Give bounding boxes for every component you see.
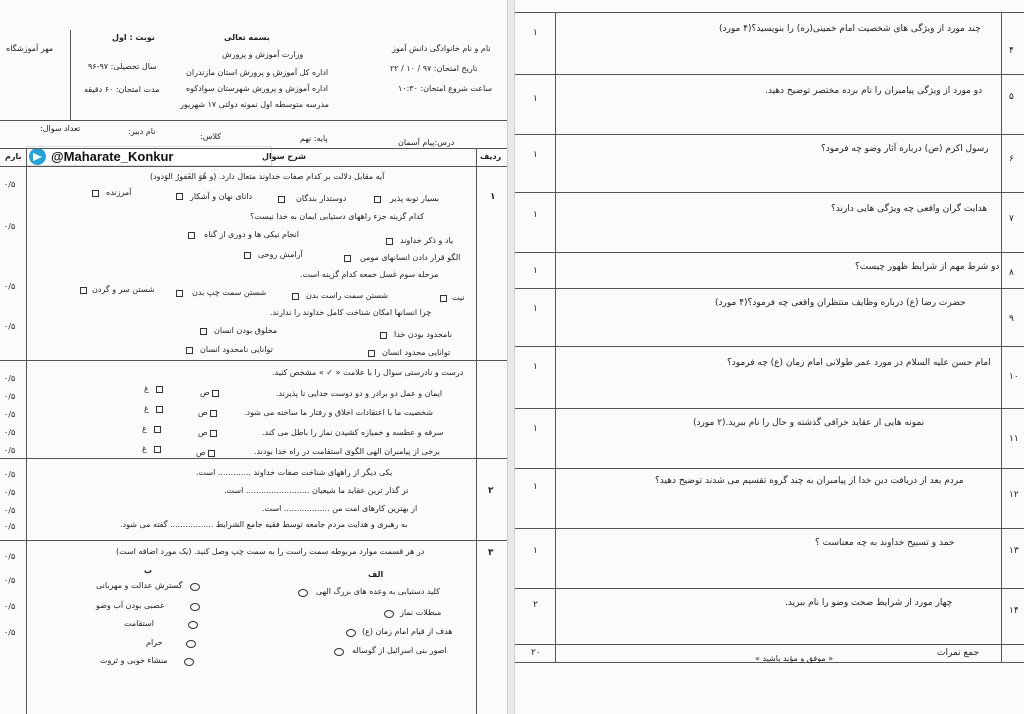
question-number: ۱۰ [1009,372,1019,382]
exam-page-left [0,0,508,714]
q4-a-connector[interactable] [298,589,308,597]
row-divider [515,12,1024,13]
true-label: ص [198,408,208,417]
row-divider [515,252,1024,253]
q4-a-connector[interactable] [384,610,394,618]
question-number: ۱۴ [1009,606,1019,616]
q2-intro: درست و نادرستی سوال را با علامت « ✓ » مشخص کنید. [272,368,464,377]
true-checkbox[interactable] [210,410,217,417]
q2-score: ۰/۵ [4,410,16,419]
score-header: بارم [5,152,22,161]
q4-b-item: منشاء خوبی و ثروت [100,656,168,665]
false-label: غ [142,424,147,433]
q1-checkbox[interactable] [200,328,207,335]
q3-score: ۰/۵ [4,470,16,479]
question-number: ۹ [1009,314,1014,324]
true-label: ص [200,388,210,397]
q2-item: شخصیت ما با اعتقادات اخلاق و رفتار ما ساخته می شود. [244,408,433,417]
row-header: ردیف [480,152,502,161]
q4-a-connector[interactable] [334,648,344,656]
q1-option: آمرزنده [106,188,132,197]
q1-checkbox[interactable] [344,255,351,262]
question-score: ۱ [533,28,538,38]
q4-score: ۰/۵ [4,628,16,637]
ministry: وزارت آموزش و پرورش [222,50,304,59]
question-text: امام حسن علیه السلام در مورد عمر طولانی امام زمان (ع) چه فرمود؟ [727,358,991,368]
q1-checkbox[interactable] [374,196,381,203]
question-text: حضرت رضا (ع) درباره وظایف منتظران واقعی چه فرمود؟(۴ مورد) [715,298,966,308]
telegram-icon [29,148,46,165]
q3-line: از بهترین کارهای امت من .................. است. [262,504,418,513]
q4-b-connector[interactable] [190,603,200,611]
total-score: ۲۰ [531,648,541,658]
q4-intro: در هر قسمت موارد مربوطه سمت راست را به سمت چپ وصل کنید. (یک مورد اضافه است) [116,547,425,556]
q4-b-connector[interactable] [188,621,198,629]
question-number: ۵ [1009,92,1014,102]
score-column-line [26,148,27,714]
question-score: ۱ [533,424,538,434]
q2-score: ۰/۵ [4,446,16,455]
q2-score: ۰/۵ [4,374,16,383]
q4-score: ۰/۵ [4,602,16,611]
q1-option: دوستدار بندگان [296,194,347,203]
seal-divider [70,30,71,120]
question-score: ۱ [533,150,538,160]
question-text: چهار مورد از شرایط صحت وضو را نام ببرید. [785,598,953,608]
q4-number: ۳ [488,548,494,558]
q1-option: بسیار توبه پذیر [390,194,440,203]
question-number: ۷ [1009,214,1014,224]
exam-date: تاریخ امتحان: ۹۷ / ۱۰ / ۲۲ [390,64,478,73]
false-checkbox[interactable] [154,426,161,433]
question-score: ۱ [533,546,538,556]
q4-b-item: غصبی بودن آب وضو [96,601,165,610]
q1-checkbox[interactable] [386,238,393,245]
question-score: ۲ [533,600,538,610]
col-a-title: الف [368,570,384,579]
county: اداره آموزش و پرورش شهرستان سوادکوه [186,84,329,93]
q1-number: ۱ [490,192,496,202]
question-score: ۱ [533,94,538,104]
q1-checkbox[interactable] [186,347,193,354]
row-column-line [1001,12,1002,662]
q3-score: ۰/۵ [4,506,16,515]
q1-option: توانایی نامحدود انسان [200,345,273,354]
false-label: غ [144,404,149,413]
row-divider [0,360,508,361]
question-text: چند مورد از ویژگی های شخصیت امام خمینی(ره) را بنویسید؟(۴ مورد) [719,24,981,34]
table-top-line [0,148,508,149]
total-label: جمع نمرات [937,648,980,658]
table-head-line [0,166,508,167]
q3-line: تر گذار ترین عقاید ما شیعیان ......................... است. [224,486,409,495]
seal-label: مهر آموزشگاه [6,44,54,53]
header-divider [0,120,508,121]
q1-score: ۰/۵ [4,180,16,189]
q4-b-item: استقامت [124,619,154,628]
false-checkbox[interactable] [156,406,163,413]
q4-a-item: کلید دستیابی به وعده های بزرگ الهی [316,587,440,596]
q1-checkbox[interactable] [380,332,387,339]
q2-item: سرفه و عطسه و خمیازه کشیدن نماز را باطل می کند. [262,428,444,437]
q1-checkbox[interactable] [176,193,183,200]
row-divider [515,134,1024,135]
description-header: شرح سوال [262,152,306,161]
telegram-handle: @Maharate_Konkur [51,149,174,164]
true-checkbox[interactable] [208,450,215,457]
q2-item: ایمان و عمل دو برادر و دو دوست جدایی نا پذیرند. [276,389,443,398]
start-time: ساعت شروع امتحان: ۱۰:۳۰ [398,84,493,93]
telegram-banner [26,146,272,166]
q1-checkbox[interactable] [292,293,299,300]
col-b-title: ب [144,566,153,575]
q3-score: ۰/۵ [4,488,16,497]
false-checkbox[interactable] [154,446,161,453]
q2-score: ۰/۵ [4,392,16,401]
q1-checkbox[interactable] [176,290,183,297]
footer-wish: « موفق و مؤید باشید » [755,654,834,663]
q1-score: ۰/۵ [4,222,16,231]
q4-a-item: مبطلات نماز [400,608,442,617]
q1-line: کدام گزینه جزء راههای دستیابی ایمان به خدا نیست؟ [250,212,425,221]
question-score: ۱ [533,266,538,276]
row-divider [515,192,1024,193]
question-text: هدایت گران واقعی چه ویژگی هایی دارند؟ [831,204,988,214]
q1-checkbox[interactable] [92,190,99,197]
q3-line: به رهبری و هدایت مردم جامعه توسط فقیه جامع الشرایط ................. گفته می شود. [120,520,408,529]
q1-checkbox[interactable] [278,196,285,203]
row-divider [515,644,1024,645]
row-divider [515,408,1024,409]
false-checkbox[interactable] [156,386,163,393]
score-column-line [555,12,556,662]
question-score: ۱ [533,362,538,372]
bismillah: بسمه تعالی [224,33,270,42]
q4-b-item: گسترش عدالت و مهربانی [96,581,183,590]
question-score: ۱ [533,482,538,492]
class-label: کلاس: [200,132,222,141]
exam-page-right [514,0,1024,714]
false-label: غ [142,444,147,453]
q1-option: مخلوق بودن انسان [214,326,278,335]
q4-a-item: اصور بنی اسرائیل از گوساله [352,646,447,655]
q1-option: الگو قرار دادن انسانهای مومن [360,253,461,262]
province: اداره کل آموزش و پرورش استان مازندران [186,68,329,77]
row-divider [515,468,1024,469]
question-number: ۶ [1009,154,1014,164]
q1-option: یاد و ذکر خداوند [400,236,454,245]
q1-option: شستن سمت چپ بدن [192,288,267,297]
row-column-line [476,148,477,714]
question-text: حمد و تسبیح خداوند به چه معناست ؟ [815,538,955,548]
true-checkbox[interactable] [210,430,217,437]
question-text: دو شرط مهم از شرایط ظهور چیست؟ [855,262,1000,272]
question-count-label: تعداد سوال: [40,124,81,133]
false-label: غ [144,384,149,393]
q1-option: شستن سمت راست بدن [306,291,389,300]
q1-checkbox[interactable] [80,287,87,294]
question-text: مردم بعد از دریافت دین خدا از پیامبران به چند گروه تقسیم می شدند توضیح دهید؟ [655,476,964,486]
q1-option: آرامش روحی [258,250,303,259]
q1-checkbox[interactable] [440,295,447,302]
true-label: ص [198,428,208,437]
q1-score: ۰/۵ [4,282,16,291]
row-divider [0,540,508,541]
school-year: سال تحصیلی: ۹۷-۹۶ [88,62,157,71]
q1-checkbox[interactable] [368,350,375,357]
q1-score: ۰/۵ [4,322,16,331]
student-name-label: نام و نام خانوادگی دانش آموز [392,44,491,53]
school-name: مدرسه متوسطه اول نمونه دولتی ۱۷ شهریور [180,100,329,109]
exam-turn: نوبت : اول [112,33,155,42]
q4-a-connector[interactable] [346,629,356,637]
question-text: رسول اکرم (ص) درباره آثار وضو چه فرمود؟ [821,144,989,154]
q1-line: آیه مقابل دلالت بر کدام صفات خداوند متعال دارد. (و هُوَ الغَفورُ الوَدود) [150,172,385,181]
q1-option: توانایی محدود انسان [382,348,451,357]
true-label: ص [196,448,206,457]
teacher-label: نام دبیر: [128,127,156,136]
row-divider [515,528,1024,529]
q1-checkbox[interactable] [244,252,251,259]
q1-line: مرحله سوم غسل جمعه کدام گزینه است. [300,270,439,279]
q1-option: نامحدود بودن خدا [394,330,452,339]
q1-option: انجام نیکی ها و دوری از گناه [204,230,299,239]
question-number: ۴ [1009,46,1014,56]
row-divider [515,588,1024,589]
q4-score: ۰/۵ [4,552,16,561]
q3-line: یکی دیگر از راههای شناخت صفات خداوند ............. است. [196,468,393,477]
q4-b-connector[interactable] [190,583,200,591]
question-score: ۱ [533,304,538,314]
question-text: دو مورد از ویژگی پیامبران را نام برده مختصر توضیح دهید. [765,86,983,96]
q4-b-connector[interactable] [184,658,194,666]
question-text: نمونه هایی از عقاید خرافی گذشته و حال را نام ببرید.(۲ مورد) [693,418,925,428]
grade-label: پایه: نهم [300,134,328,143]
subject-label: درس:پیام آسمان [398,138,455,147]
question-number: ۱۳ [1009,546,1019,556]
q2-item: برخی از پیامبران الهی الگوی استقامت در راه خدا بودند. [254,447,440,456]
q1-line: چرا انسانها امکان شناخت کامل خداوند را ندارند. [270,308,432,317]
q1-option: دانای نهان و آشکار [190,192,253,201]
true-checkbox[interactable] [212,390,219,397]
q2-score: ۰/۵ [4,428,16,437]
q1-option: شستن سر و گردن [92,285,155,294]
question-number: ۸ [1009,268,1014,278]
row-divider [515,74,1024,75]
q4-a-item: هدف از قیام امام زمان (ع) [362,627,453,636]
row-divider [515,346,1024,347]
question-number: ۱۱ [1009,434,1019,444]
q4-b-connector[interactable] [186,640,196,648]
q4-score: ۰/۵ [4,576,16,585]
q1-checkbox[interactable] [188,232,195,239]
question-score: ۱ [533,210,538,220]
row-divider [515,288,1024,289]
row-divider [0,458,508,459]
question-number: ۱۲ [1009,490,1019,500]
q1-option: نیت [452,293,465,302]
q3-number: ۲ [488,486,494,496]
exam-duration: مدت امتحان: ۶۰ دقیقه [84,85,160,94]
q3-score: ۰/۵ [4,522,16,531]
q4-b-item: حرام [146,638,163,647]
